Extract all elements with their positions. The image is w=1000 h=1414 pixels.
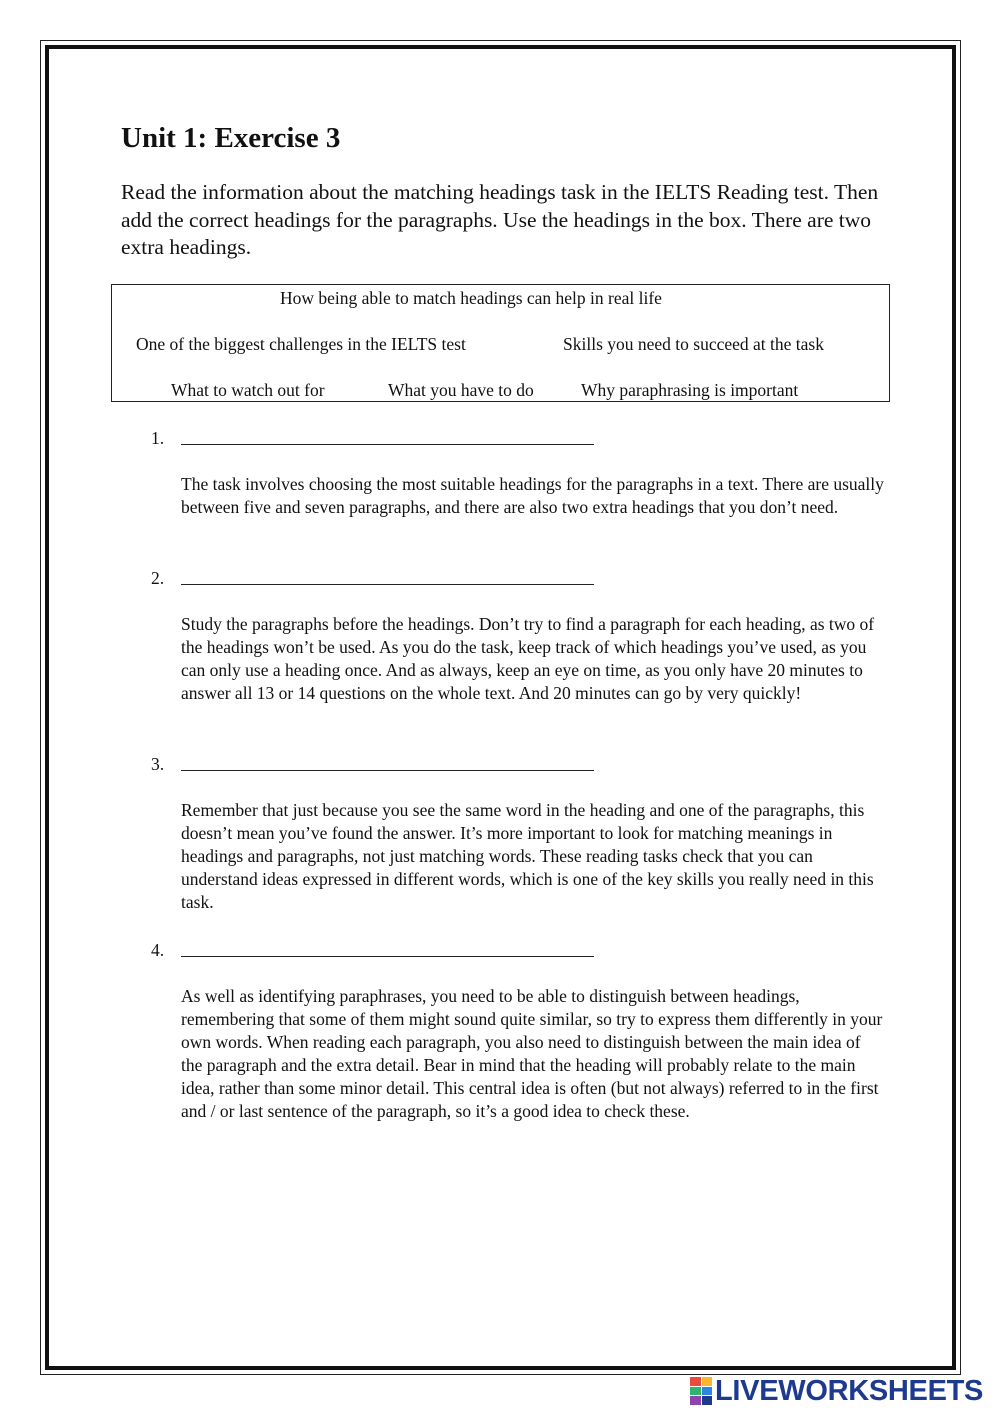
paragraph-3: Remember that just because you see the same word in the heading and one of the paragraphs, this doesn’t mean you’ve found the answer. It’s more important to look for matching meanings in headings and paragraphs, not just matching words. These reading tasks check that you can understand ideas expressed in different words, which is one of the key skills you really need in this task. — [181, 800, 874, 912]
item-number: 1. — [151, 428, 165, 448]
logo-square — [690, 1387, 701, 1396]
page-title: Unit 1: Exercise 3 — [121, 122, 341, 154]
heading-option: Why paraphrasing is important — [581, 380, 799, 400]
answer-blank-1[interactable] — [181, 427, 594, 445]
logo-squares-icon — [690, 1377, 712, 1405]
heading-option: What you have to do — [388, 380, 534, 400]
heading-option: How being able to match headings can help in real life — [280, 288, 662, 308]
paragraph-1: The task involves choosing the most suitable headings for the paragraphs in a text. There are usually between five and seven paragraphs, and there are also two extra headings that you don’t need. — [181, 474, 884, 517]
logo-square — [702, 1377, 713, 1386]
headings-box — [111, 284, 890, 402]
answer-blank-2[interactable] — [181, 567, 594, 585]
logo-square — [702, 1387, 713, 1396]
heading-option: What to watch out for — [171, 380, 325, 400]
logo-square — [690, 1396, 701, 1405]
answer-blank-4[interactable] — [181, 939, 594, 957]
logo-text: LIVEWORKSHEETS — [715, 1374, 984, 1407]
answer-blank-3[interactable] — [181, 753, 594, 771]
item-number: 4. — [151, 940, 165, 960]
heading-option: Skills you need to succeed at the task — [563, 334, 824, 354]
heading-option: One of the biggest challenges in the IELTS test — [136, 334, 466, 354]
logo-square — [702, 1396, 713, 1405]
logo-square — [690, 1377, 701, 1386]
item-number: 3. — [151, 754, 165, 774]
paragraph-4: As well as identifying paraphrases, you need to be able to distinguish between headings, remembering that some of them might sound quite similar, so try to express them differently in your own words. When reading each paragraph, you also need to distinguish between the main idea of the paragraph and the extra detail. Bear in mind that the heading will probably relate to the main idea, rather than some minor detail. This central idea is often (but not always) referred to in the first and / or last sentence of the paragraph, so it’s a good idea to check these. — [181, 986, 883, 1121]
item-number: 2. — [151, 568, 165, 588]
liveworksheets-logo — [690, 1374, 983, 1408]
paragraph-2: Study the paragraphs before the headings. Don’t try to find a paragraph for each heading, as two of the headings won’t be used. As you do the task, keep track of which headings you’ve used, as you can only use a heading once. And as always, keep an eye on time, as you only have 20 minutes to answer all 13 or 14 questions on the whole text. And 20 minutes can go by very quickly! — [181, 614, 875, 703]
instructions: Read the information about the matching headings task in the IELTS Reading test. Then add the correct headings for the paragraphs. Use the headings in the box. There are two extra headings. — [121, 180, 879, 259]
